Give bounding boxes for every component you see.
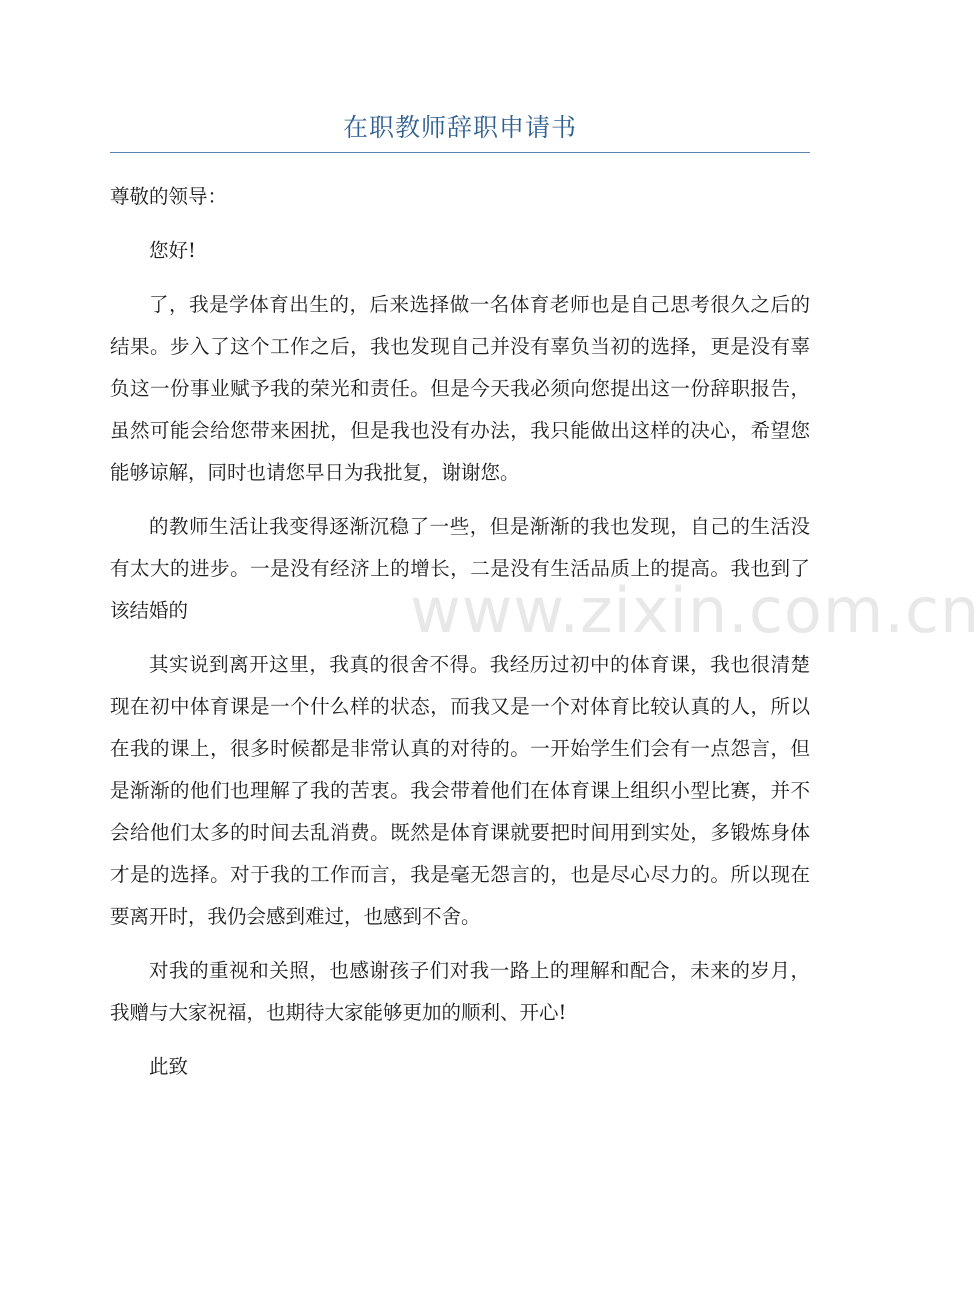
document-body: [110, 176, 810, 1100]
paragraph: 其实说到离开这里，我真的很舍不得。我经历过初中的体育课，我也很清楚现在初中体育课是一个什么样的状态，而我又是一个对体育比较认真的人，所以在我的课上，很多时候都是非常认真的对待的。一开始学生们会有一点怨言，但是渐渐的他们也理解了我的苦衷。我会带着他们在体育课上组织小型比赛，并不会给他们太多的时间去乱消费。既然是体育课就要把时间用到实处，多锻炼身体才是的选择。对于我的工作而言，我是毫无怨言的，也是尽心尽力的。所以现在要离开时，我仍会感到难过，也感到不舍。: [110, 653, 810, 928]
document-title: 在职教师辞职申请书: [342, 113, 577, 142]
title-divider: [110, 152, 810, 153]
paragraph: 了，我是学体育出生的，后来选择做一名体育老师也是自己思考很久之后的结果。步入了这个工作之后，我也发现自己并没有辜负当初的选择，更是没有辜负这一份事业赋予我的荣光和责任。但是今天我必须向您提出这一份辞职报告，虽然可能会给您带来困扰，但是我也没有办法，我只能做出这样的决心，希望您能够谅解，同时也请您早日为我批复，谢谢您。: [110, 293, 810, 484]
salutation: 尊敬的领导：: [110, 185, 228, 208]
closing: 此致: [149, 1055, 189, 1078]
watermark: www.zixin.com.cn: [410, 574, 980, 647]
paragraph: 对我的重视和关照，也感谢孩子们对我一路上的理解和配合，未来的岁月，我赠与大家祝福，也期待大家能够更加的顺利、开心!: [110, 959, 810, 1024]
greeting: 您好!: [149, 239, 196, 262]
paragraph: 的教师生活让我变得逐渐沉稳了一些，但是渐渐的我也发现，自己的生活没有太大的进步。一是没有经济上的增长，二是没有生活品质上的提高。我也到了该结婚的: [110, 515, 810, 622]
